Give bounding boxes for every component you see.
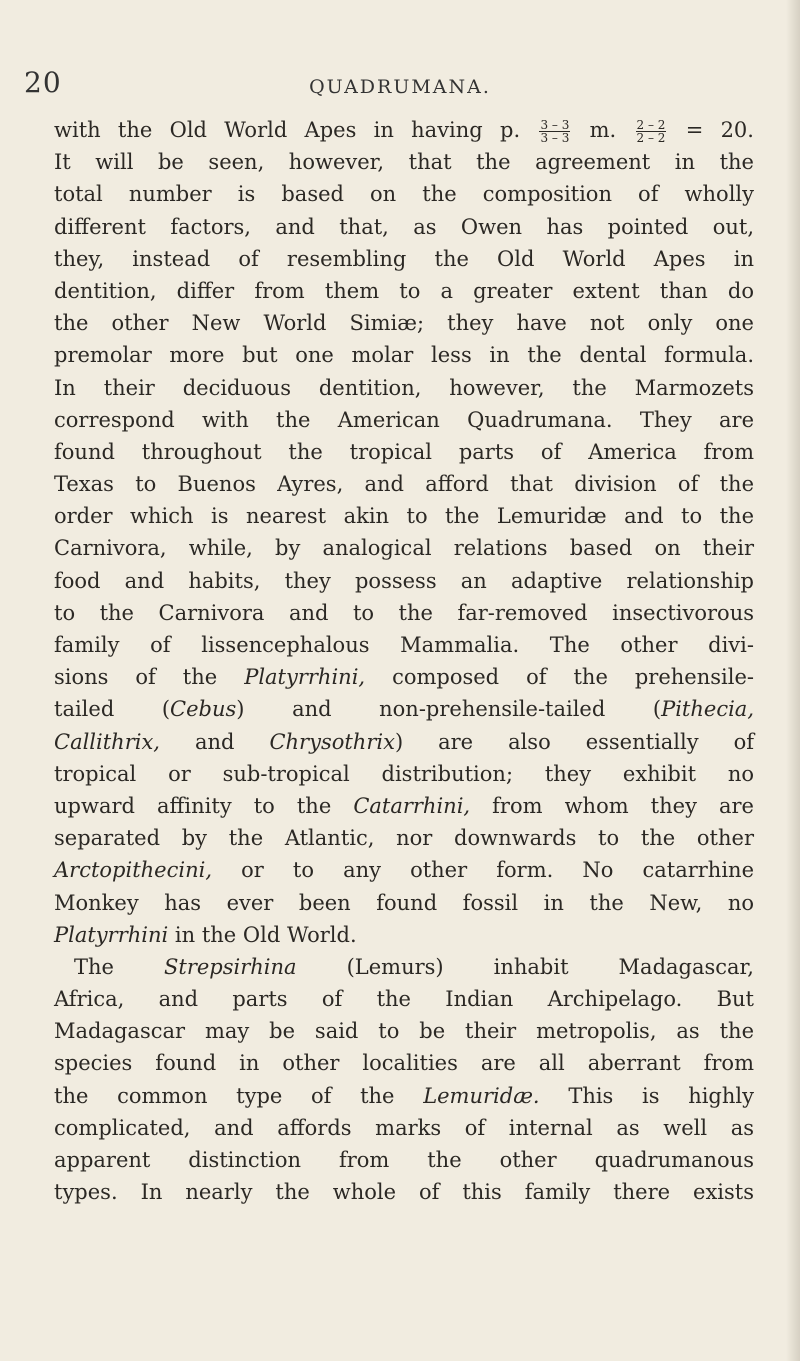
text-line: order which is nearest akin to the Lemuridæ and to the <box>54 504 754 529</box>
taxon-name: Platyrrhini <box>54 922 169 947</box>
body-text <box>54 114 754 1208</box>
text-run: sions of the <box>54 665 218 690</box>
text-run: tailed ( <box>54 697 171 722</box>
text-line: the other New World Simiæ; they have not only one <box>54 311 754 336</box>
molar-label: m. <box>589 118 617 142</box>
page-number: 20 <box>24 66 62 99</box>
text-line: species found in other localities are all aberrant from <box>54 1051 754 1076</box>
text-line: found throughout the tropical parts of America from <box>54 439 754 464</box>
text-run: (Lemurs) inhabit Madagascar, <box>346 954 754 979</box>
text-line <box>54 661 754 693</box>
taxon-name: Cebus <box>170 697 237 722</box>
text-line: types. In nearly the whole of this family there exists <box>54 1180 754 1205</box>
text-line <box>54 919 754 951</box>
text-run: ) and non-prehensile-tailed ( <box>236 697 662 722</box>
text-line: total number is based on the composition of wholly <box>54 182 754 207</box>
taxon-name: Catarrhini, <box>353 793 471 818</box>
taxon-name: Strepsirhina <box>164 954 297 979</box>
paragraph-start-line <box>54 951 754 983</box>
running-head: QUADRUMANA. <box>309 76 491 98</box>
text-line: to the Carnivora and to the far-removed insectivorous <box>54 600 754 625</box>
text-line: Africa, and parts of the Indian Archipelago. But <box>54 987 754 1012</box>
text-line: complicated, and affords marks of internal as well as <box>54 1115 754 1140</box>
molar-denominator: 2 – 2 <box>636 131 666 145</box>
text-line: Madagascar may be said to be their metropolis, as the <box>54 1019 754 1044</box>
text-line: In their deciduous dentition, however, the Marmozets <box>54 375 754 400</box>
taxon-name: Chrysothrix <box>269 729 395 754</box>
formula-prefix: with the Old World Apes in having p. <box>54 118 521 142</box>
taxon-name: Pithecia, <box>661 697 754 722</box>
formula-total: = 20. <box>685 118 754 142</box>
text-run: and <box>194 729 235 754</box>
text-line: tropical or sub-tropical distribution; they exhibit no <box>54 761 754 786</box>
taxon-name: Arctopithecini, <box>54 858 212 883</box>
text-run: This is highly <box>568 1083 754 1108</box>
text-line: they, instead of resembling the Old World Apes in <box>54 246 754 271</box>
text-line: dentition, differ from them to a greater extent than do <box>54 278 754 303</box>
text-line <box>54 726 754 758</box>
text-run: The <box>74 954 114 979</box>
text-line: apparent distinction from the other quadrumanous <box>54 1148 754 1172</box>
premolar-denominator: 3 – 3 <box>540 131 570 145</box>
text-line: Carnivora, while, by analogical relations based on their <box>54 536 754 561</box>
text-run: upward affinity to the <box>54 793 332 818</box>
page-edge-shadow <box>786 0 800 1361</box>
text-run: the common type of the <box>54 1083 395 1108</box>
text-line: family of lissencephalous Mammalia. The other divi- <box>54 633 754 657</box>
text-run: composed of the prehensile- <box>392 665 754 690</box>
text-line: different factors, and that, as Owen has pointed out, <box>54 214 754 239</box>
taxon-name: Lemuridæ. <box>423 1083 540 1108</box>
text-run: in the Old World. <box>174 922 357 947</box>
taxon-name: Callithrix, <box>54 729 160 754</box>
molar-numerator: 2 – 2 <box>636 118 666 132</box>
text-line-formula <box>54 114 754 146</box>
taxon-name: Platyrrhini, <box>244 665 366 690</box>
text-line <box>54 790 754 822</box>
molar-fraction <box>636 119 667 144</box>
text-line <box>54 693 754 725</box>
text-line <box>54 854 754 886</box>
premolar-numerator: 3 – 3 <box>540 118 570 132</box>
text-line: Texas to Buenos Ayres, and afford that division of the <box>54 472 754 497</box>
text-run: or to any other form. No catarrhine <box>241 858 754 883</box>
text-line: Monkey has ever been found fossil in the New, no <box>54 890 754 915</box>
premolar-fraction <box>539 119 570 144</box>
text-line: separated by the Atlantic, nor downwards to the other <box>54 826 754 851</box>
text-line: correspond with the American Quadrumana. They are <box>54 407 754 432</box>
text-run: from whom they are <box>492 793 754 818</box>
text-line: It will be seen, however, that the agreement in the <box>54 150 754 175</box>
text-line <box>54 1080 754 1112</box>
text-line: premolar more but one molar less in the dental formula. <box>54 343 754 368</box>
text-run: ) are also essentially of <box>394 729 754 754</box>
text-line: food and habits, they possess an adaptive relationship <box>54 568 754 593</box>
